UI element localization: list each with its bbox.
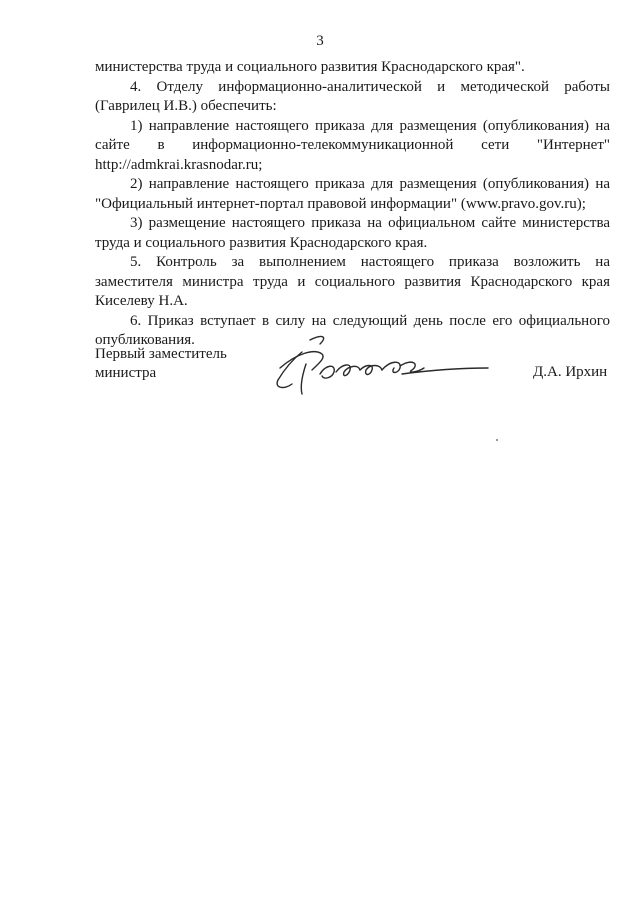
- paragraph-subitem-3: 3) размещение настоящего приказа на официальном сайте министерства труда и социального развития Краснодарского края.: [95, 215, 610, 251]
- signatory-title: [95, 345, 227, 383]
- page-number: 3: [316, 33, 324, 49]
- paragraph-subitem-2: 2) направление настоящего приказа для размещения (опубликования) на "Официальный интернет-портал правовой информации" (www.pravo.gov.ru);: [95, 176, 610, 212]
- paragraph-continuation: министерства труда и социального развития Краснодарского края".: [95, 59, 525, 75]
- handwritten-signature: [262, 330, 492, 398]
- signatory-name: Д.А. Ирхин: [533, 364, 608, 380]
- paragraph-item-6: 6. Приказ вступает в силу на следующий день после его официального опубликования.: [95, 312, 610, 348]
- signatory-title-line-1: Первый заместитель: [95, 346, 227, 362]
- signatory-title-line-2: министра: [95, 365, 157, 381]
- paragraph-subitem-1: 1) направление настоящего приказа для размещения (опубликования) на сайте в информационно-телекоммуникационной сети "Интернет" http://admkrai.krasnodar.ru;: [95, 117, 610, 173]
- scan-speck: [496, 439, 498, 441]
- paragraph-item-4: 4. Отделу информационно-аналитической и методической работы (Гаврилец И.В.) обеспечить:: [95, 78, 610, 114]
- document-body: [95, 58, 610, 351]
- paragraph-item-5: 5. Контроль за выполнением настоящего приказа возложить на заместителя министра труда и социального развития Краснодарского края Киселеву Н.А.: [95, 254, 610, 309]
